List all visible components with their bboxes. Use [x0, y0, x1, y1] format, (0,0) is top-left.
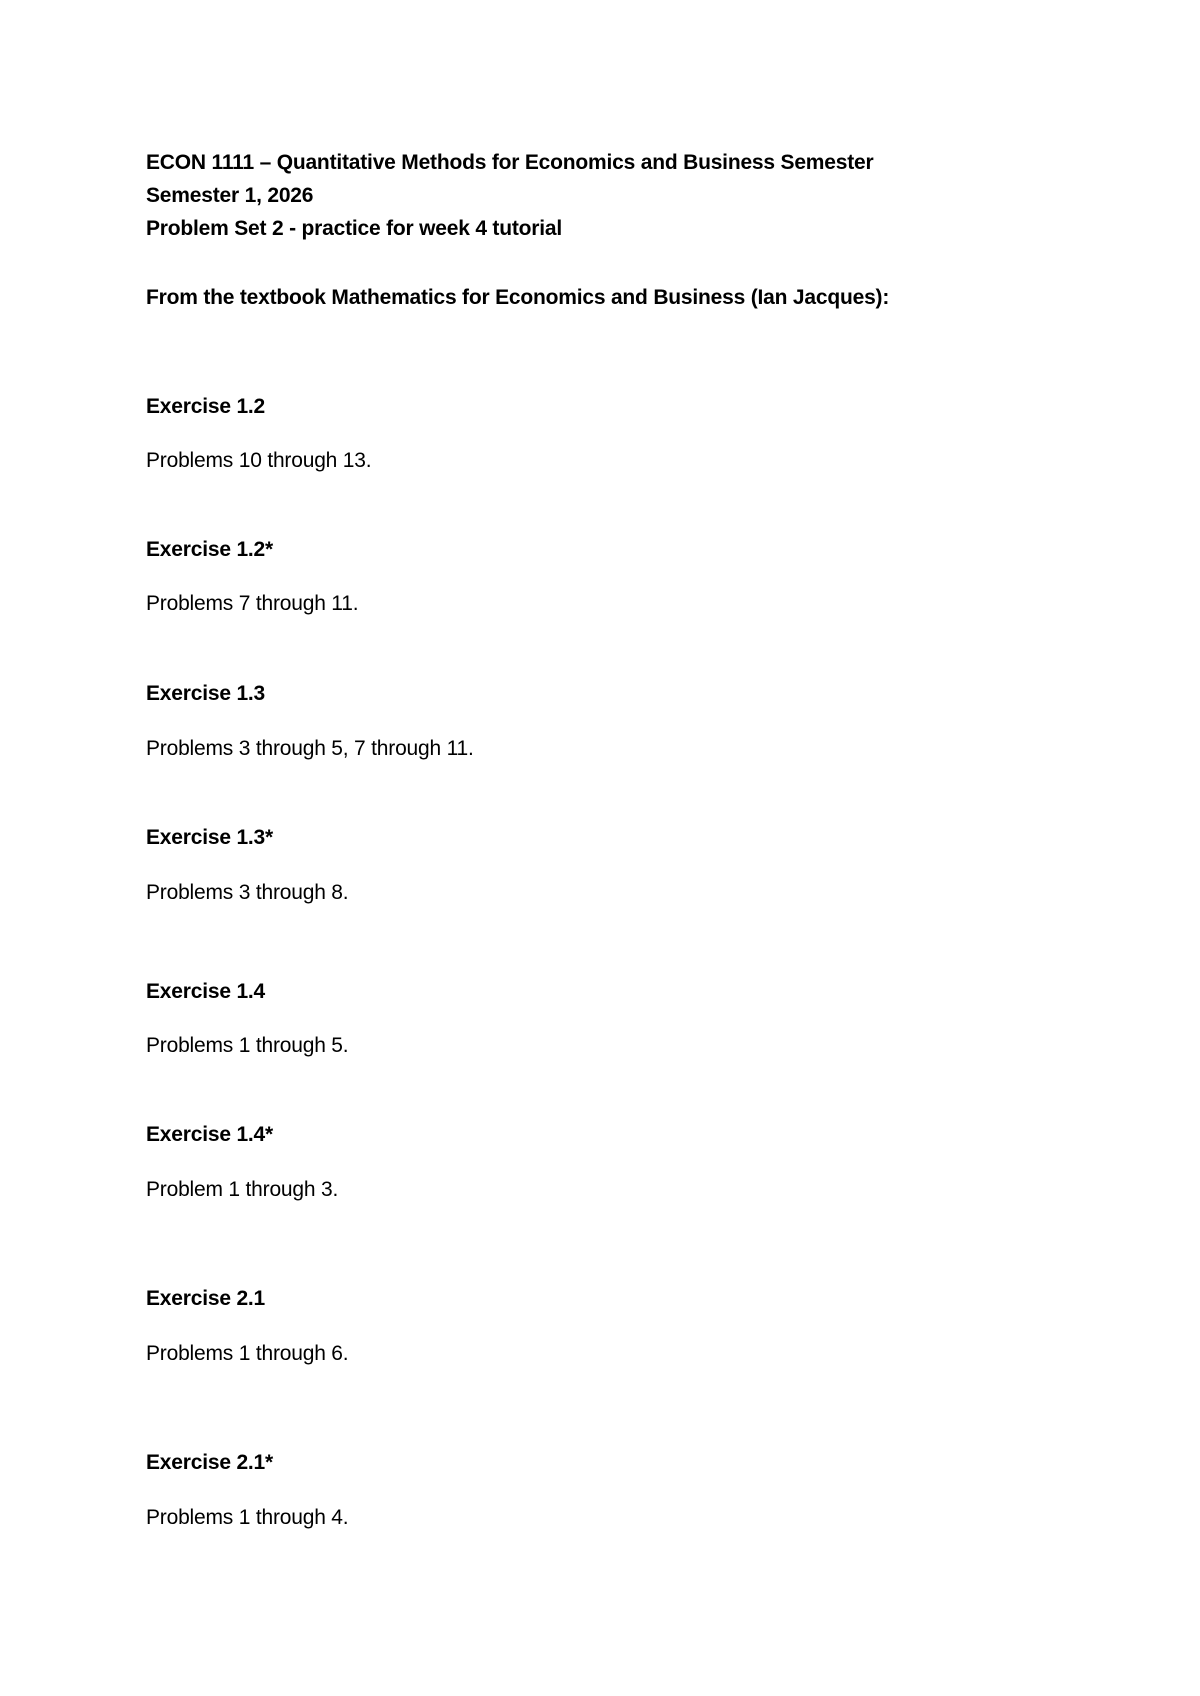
exercise-title: Exercise 1.4 [146, 980, 266, 1003]
exercise-problems: Problems 3 through 8. [146, 881, 349, 904]
exercise-problems: Problems 1 through 6. [146, 1342, 349, 1365]
exercise-problems: Problems 1 through 5. [146, 1034, 349, 1057]
exercise-title: Exercise 1.3* [146, 826, 274, 849]
exercise-title: Exercise 1.3 [146, 682, 266, 705]
exercise-title: Exercise 2.1 [146, 1287, 266, 1310]
exercise-title: Exercise 1.2* [146, 538, 274, 561]
exercise-title: Exercise 1.4* [146, 1123, 274, 1146]
exercise-title: Exercise 2.1* [146, 1451, 274, 1474]
exercise-problems: Problems 7 through 11. [146, 592, 359, 615]
semester-line: Semester 1, 2026 [146, 184, 314, 207]
exercise-problems: Problems 3 through 5, 7 through 11. [146, 737, 474, 760]
exercise-title: Exercise 1.2 [146, 395, 266, 418]
exercise-problems: Problems 1 through 4. [146, 1506, 349, 1529]
exercise-problems: Problems 10 through 13. [146, 449, 372, 472]
problem-set-title: Problem Set 2 - practice for week 4 tutorial [146, 217, 562, 240]
course-title: ECON 1111 – Quantitative Methods for Economics and Business Semester [146, 151, 874, 174]
exercise-problems: Problem 1 through 3. [146, 1178, 339, 1201]
textbook-source: From the textbook Mathematics for Economics and Business (Ian Jacques): [146, 286, 890, 309]
